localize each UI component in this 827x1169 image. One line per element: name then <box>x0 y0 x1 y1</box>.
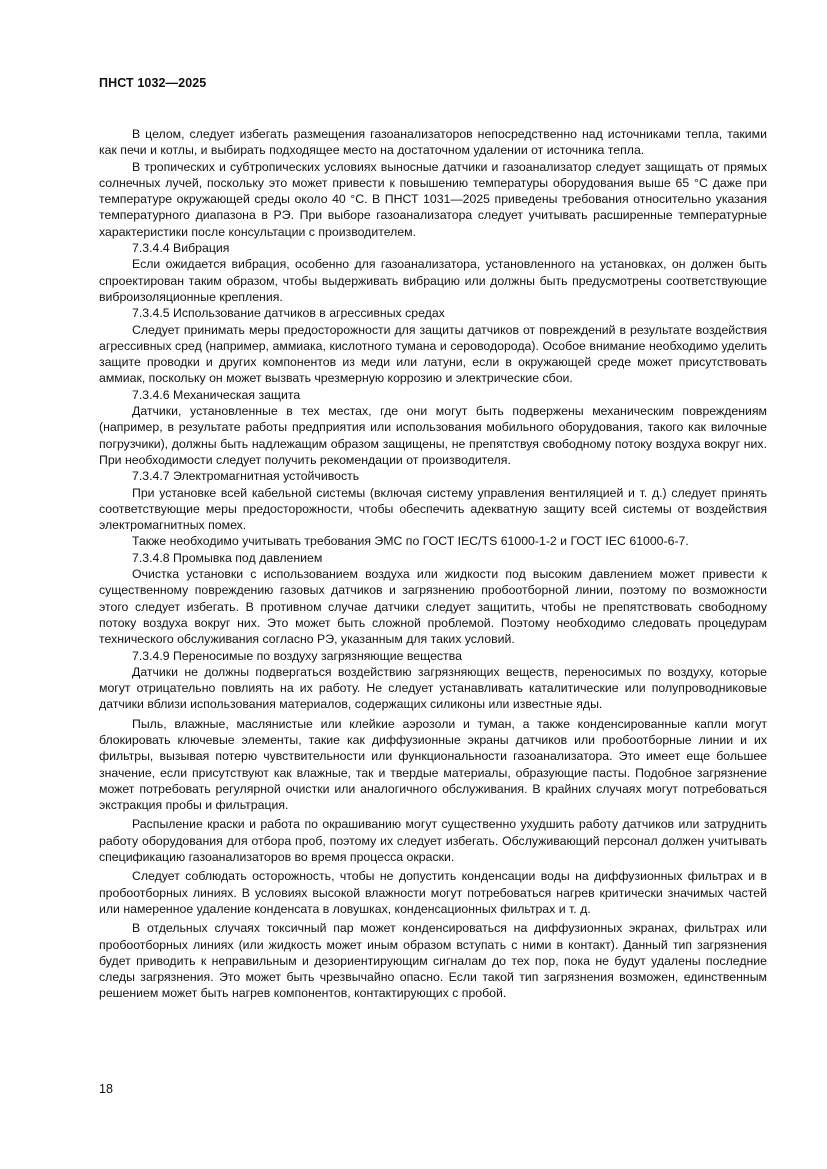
section-heading-aggressive-media: 7.3.4.5 Использование датчиков в агрессивных средах <box>132 306 445 321</box>
paragraph: Также необходимо учитывать требования ЭМС по ГОСТ IEC/TS 61000-1-2 и ГОСТ IEC 61000-6-7. <box>132 534 689 549</box>
section-heading-vibration: 7.3.4.4 Вибрация <box>132 241 230 256</box>
paragraph: Датчики не должны подвергаться воздействию загрязняющих веществ, переносимых по воздуху, которые могут отрицательно повлиять на их работу. Не следует устанавливать каталитические или полупроводниковые датчики вблизи использования материалов, содержащих силиконы или известные яды. <box>99 664 767 712</box>
section-heading-emc: 7.3.4.7 Электромагнитная устойчивость <box>132 469 360 484</box>
paragraph: Если ожидается вибрация, особенно для газоанализатора, установленного на установках, он должен быть спроектирован таким образом, чтобы выдерживать вибрацию или должны быть предусмотрены соответствующие виброизоляционные крепления. <box>99 257 767 304</box>
page-body <box>99 126 767 1002</box>
section-heading-pressure-washing: 7.3.4.8 Промывка под давлением <box>132 550 323 565</box>
paragraph: Следует соблюдать осторожность, чтобы не допустить конденсации воды на диффузионных фильтрах и в пробоотборных линиях. В условиях высокой влажности могут потребоваться нагрев критически значимых частей или намеренное удаление конденсата в ловушках, конденсационных фильтрах и т. д. <box>99 869 767 916</box>
paragraph: Датчики, установленные в тех местах, где они могут быть подвержены механическим повреждениям (например, в результате работы предприятия или использования мобильного оборудования, такого как вилочные погрузчики), должны быть надлежащим образом защищены, не препятствуя свободному потоку воздуха вокруг них. При необходимости следует получить рекомендации от производителя. <box>99 404 767 467</box>
paragraph: В тропических и субтропических условиях выносные датчики и газоанализатор следует защищать от прямых солнечных лучей, поскольку это может привести к повышению температуры оборудования выше 65 °С даже при температуре окружающей среды около 40 °С. В ПНСТ 1031—2025 приведены требования относительно указания температурного диапазона в РЭ. При выборе газоанализатора следует учитывать расширенные температурные характеристики после консультации с производителем. <box>99 159 767 239</box>
page-number: 18 <box>99 1082 113 1096</box>
section-heading-airborne-contaminants: 7.3.4.9 Переносимые по воздуху загрязняющие вещества <box>132 648 462 663</box>
document-id-header: ПНСТ 1032—2025 <box>99 76 207 90</box>
paragraph: При установке всей кабельной системы (включая систему управления вентиляцией и т. д.) следует принять соответствующие меры предосторожности, чтобы обеспечить адекватную защиту всей системы от воздействия электромагнитных помех. <box>99 485 767 533</box>
paragraph: В целом, следует избегать размещения газоанализаторов непосредственно над источниками тепла, такими как печи и котлы, и выбирать подходящее место на достаточном удалении от источника тепла. <box>99 127 767 158</box>
paragraph: В отдельных случаях токсичный пар может конденсироваться на диффузионных экранах, фильтрах или пробоотборных линиях (или жидкость может иным образом вступать с ними в контакт). Данный тип загрязнения будет приводить к неправильным и дезориентирующим сигналам до тех пор, пока не будут удалены последние следы загрязнения. Это может быть чрезвычайно опасно. Если такой тип загрязнения возможен, единственным решением может быть нагрев компонентов, контактирующих с пробой. <box>99 921 767 1001</box>
paragraph: Следует принимать меры предосторожности для защиты датчиков от повреждений в результате воздействия агрессивных сред (например, аммиака, кислотного тумана и сероводорода). Особое внимание необходимо уделить защите проводки и других компонентов из меди или латуни, если в окружающей среде может присутствовать аммиак, поскольку он может вызвать чрезмерную коррозию и электрические сбои. <box>99 322 767 386</box>
paragraph: Очистка установки с использованием воздуха или жидкости под высоким давлением может привести к существенному повреждению газовых датчиков и загрязнению пробоотборной линии, поэтому по возможности этого следует избегать. В противном случае датчики следует защитить, чтобы не препятствовать свободному потоку воздуха вокруг них. Это может быть сложной проблемой. Поэтому необходимо следовать процедурам технического обслуживания согласно РЭ, указанным для таких условий. <box>99 567 767 647</box>
paragraph: Распыление краски и работа по окрашиванию могут существенно ухудшить работу датчиков или затруднить работу оборудования для отбора проб, поэтому их следует избегать. Обслуживающий персонал должен учитывать спецификацию газоанализаторов во время процесса окраски. <box>99 817 767 865</box>
paragraph: Пыль, влажные, маслянистые или клейкие аэрозоли и туман, а также конденсированные капли могут блокировать ключевые элементы, такие как диффузионные экраны датчиков или пробоотборные линии и их фильтры, вызывая потерю чувствительности или функциональности газоанализатора. Это имеет еще большее значение, если присутствуют как влажные, так и твердые материалы, образующие пасты. Подобное загрязнение может потребовать регулярной очистки или аналогичного обслуживания. В крайних случаях могут потребоваться экстракция пробы и фильтрация. <box>99 716 767 813</box>
section-heading-mechanical-protection: 7.3.4.6 Механическая защита <box>132 387 301 402</box>
